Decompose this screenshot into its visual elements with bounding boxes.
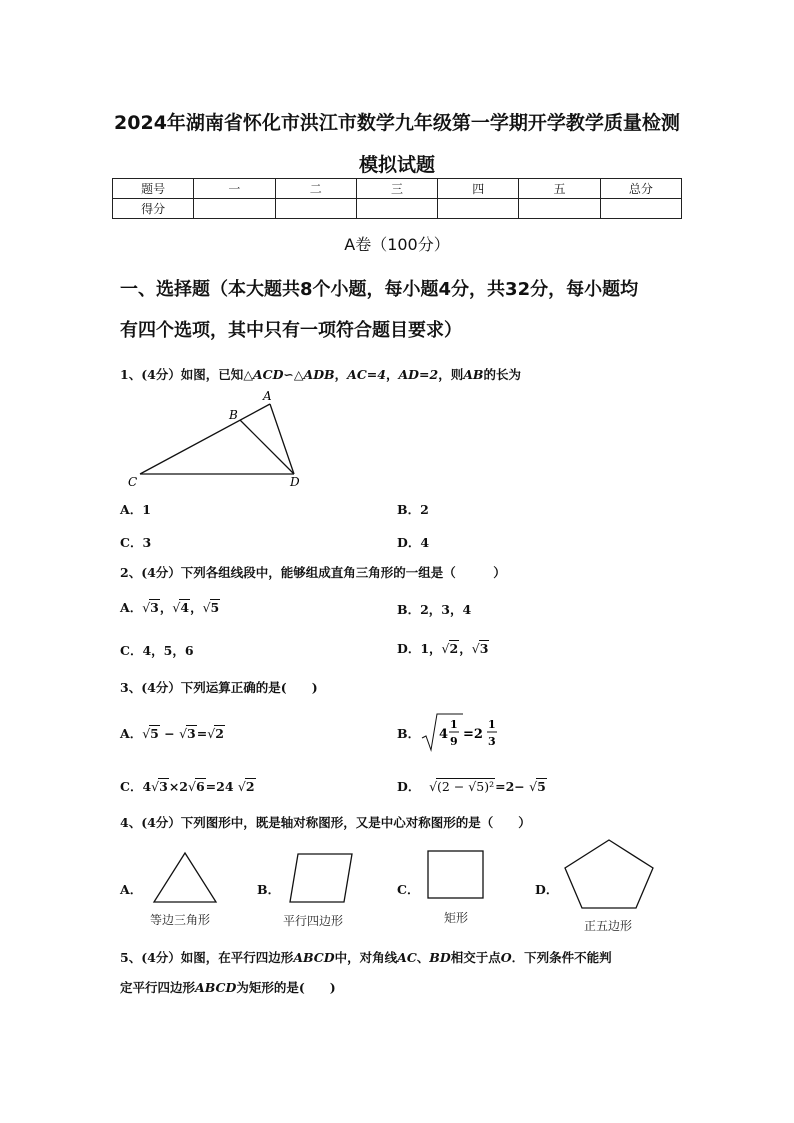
rectangle-shape <box>427 850 485 900</box>
table-cell: 得分 <box>113 199 194 219</box>
score-table-header-row <box>113 179 682 199</box>
question-1-text: 1、(4分）如图，已知△ACD∽△ADB，AC=4，AD=2，则AB的长为 <box>120 367 521 382</box>
question-5-text-line1: 5、(4分）如图，在平行四边形ABCD中，对角线AC、BD相交于点O．下列条件不能判 <box>120 950 612 965</box>
table-cell: 题号 <box>113 179 194 199</box>
q3-option-d: D． √(2 − √5)²=2− √5 <box>397 779 546 794</box>
table-cell <box>519 199 600 219</box>
question-3-text: 3、(4分）下列运算正确的是( ) <box>120 680 318 695</box>
svg-text:3: 3 <box>488 735 496 748</box>
volume-heading: A卷（100分） <box>344 235 450 254</box>
table-cell <box>356 199 437 219</box>
q2-option-a: A．√3，√4，√5 <box>120 600 220 615</box>
q2-option-d: D．1，√2，√3 <box>397 641 489 656</box>
page-title-line1: 2024年湖南省怀化市洪江市数学九年级第一学期开学教学质量检测 <box>114 112 680 134</box>
q4-caption-b: 平行四边形 <box>283 914 344 928</box>
table-cell: 五 <box>519 179 600 199</box>
regular-pentagon-shape <box>562 838 656 910</box>
svg-text:1: 1 <box>450 718 458 731</box>
q4-option-a-label: A． <box>120 882 143 897</box>
q3-option-c: C．4√3×2√6=24 √2 <box>120 779 255 794</box>
q3-option-a: A．√5 − √3=√2 <box>120 726 224 741</box>
parallelogram-shape <box>288 852 354 904</box>
q2-option-c: C．4，5，6 <box>120 643 194 658</box>
question-1-triangle-figure <box>120 388 320 488</box>
q4-caption-d: 正五边形 <box>584 919 633 933</box>
question-5-text-line2: 定平行四边形ABCD为矩形的是( ) <box>120 980 336 995</box>
figure-label-d: D <box>290 475 300 488</box>
q1-option-a: A．1 <box>120 502 151 517</box>
section1-line1: 一、选择题（本大题共8个小题，每小题4分，共32分，每小题均 <box>120 279 639 300</box>
q4-option-b-label: B． <box>257 882 281 897</box>
table-cell: 一 <box>194 179 275 199</box>
q4-caption-a: 等边三角形 <box>150 913 211 927</box>
q1-option-c: C．3 <box>120 535 152 550</box>
score-table <box>112 178 682 219</box>
svg-text:1: 1 <box>488 718 496 731</box>
section1-line2: 有四个选项，其中只有一项符合题目要求） <box>120 320 462 341</box>
page-title-line2: 模拟试题 <box>358 154 435 176</box>
figure-label-b: B <box>229 408 238 422</box>
table-cell <box>194 199 275 219</box>
table-cell <box>600 199 681 219</box>
q4-option-d-label: D． <box>535 882 559 897</box>
question-2-text: 2、(4分）下列各组线段中，能够组成直角三角形的一组是（ ） <box>120 565 506 580</box>
table-cell: 总分 <box>600 179 681 199</box>
table-cell: 二 <box>275 179 356 199</box>
table-cell <box>438 199 519 219</box>
svg-text:4: 4 <box>439 727 449 742</box>
q1-option-b: B．2 <box>397 502 429 517</box>
q4-option-c-label: C． <box>397 882 420 897</box>
q3-option-b-expression <box>421 712 501 754</box>
q4-caption-c: 矩形 <box>444 911 469 925</box>
figure-label-c: C <box>128 475 138 488</box>
question-4-text: 4、(4分）下列图形中，既是轴对称图形，又是中心对称图形的是（ ） <box>120 815 531 830</box>
table-cell <box>275 199 356 219</box>
table-cell: 四 <box>438 179 519 199</box>
figure-label-a: A <box>263 389 272 403</box>
q2-option-b: B．2，3，4 <box>397 602 472 617</box>
equilateral-triangle-shape <box>152 851 218 905</box>
q1-option-d: D．4 <box>397 535 430 550</box>
table-cell: 三 <box>356 179 437 199</box>
svg-text:=2: =2 <box>463 727 483 742</box>
score-table-score-row <box>113 199 682 219</box>
svg-text:9: 9 <box>450 735 458 748</box>
